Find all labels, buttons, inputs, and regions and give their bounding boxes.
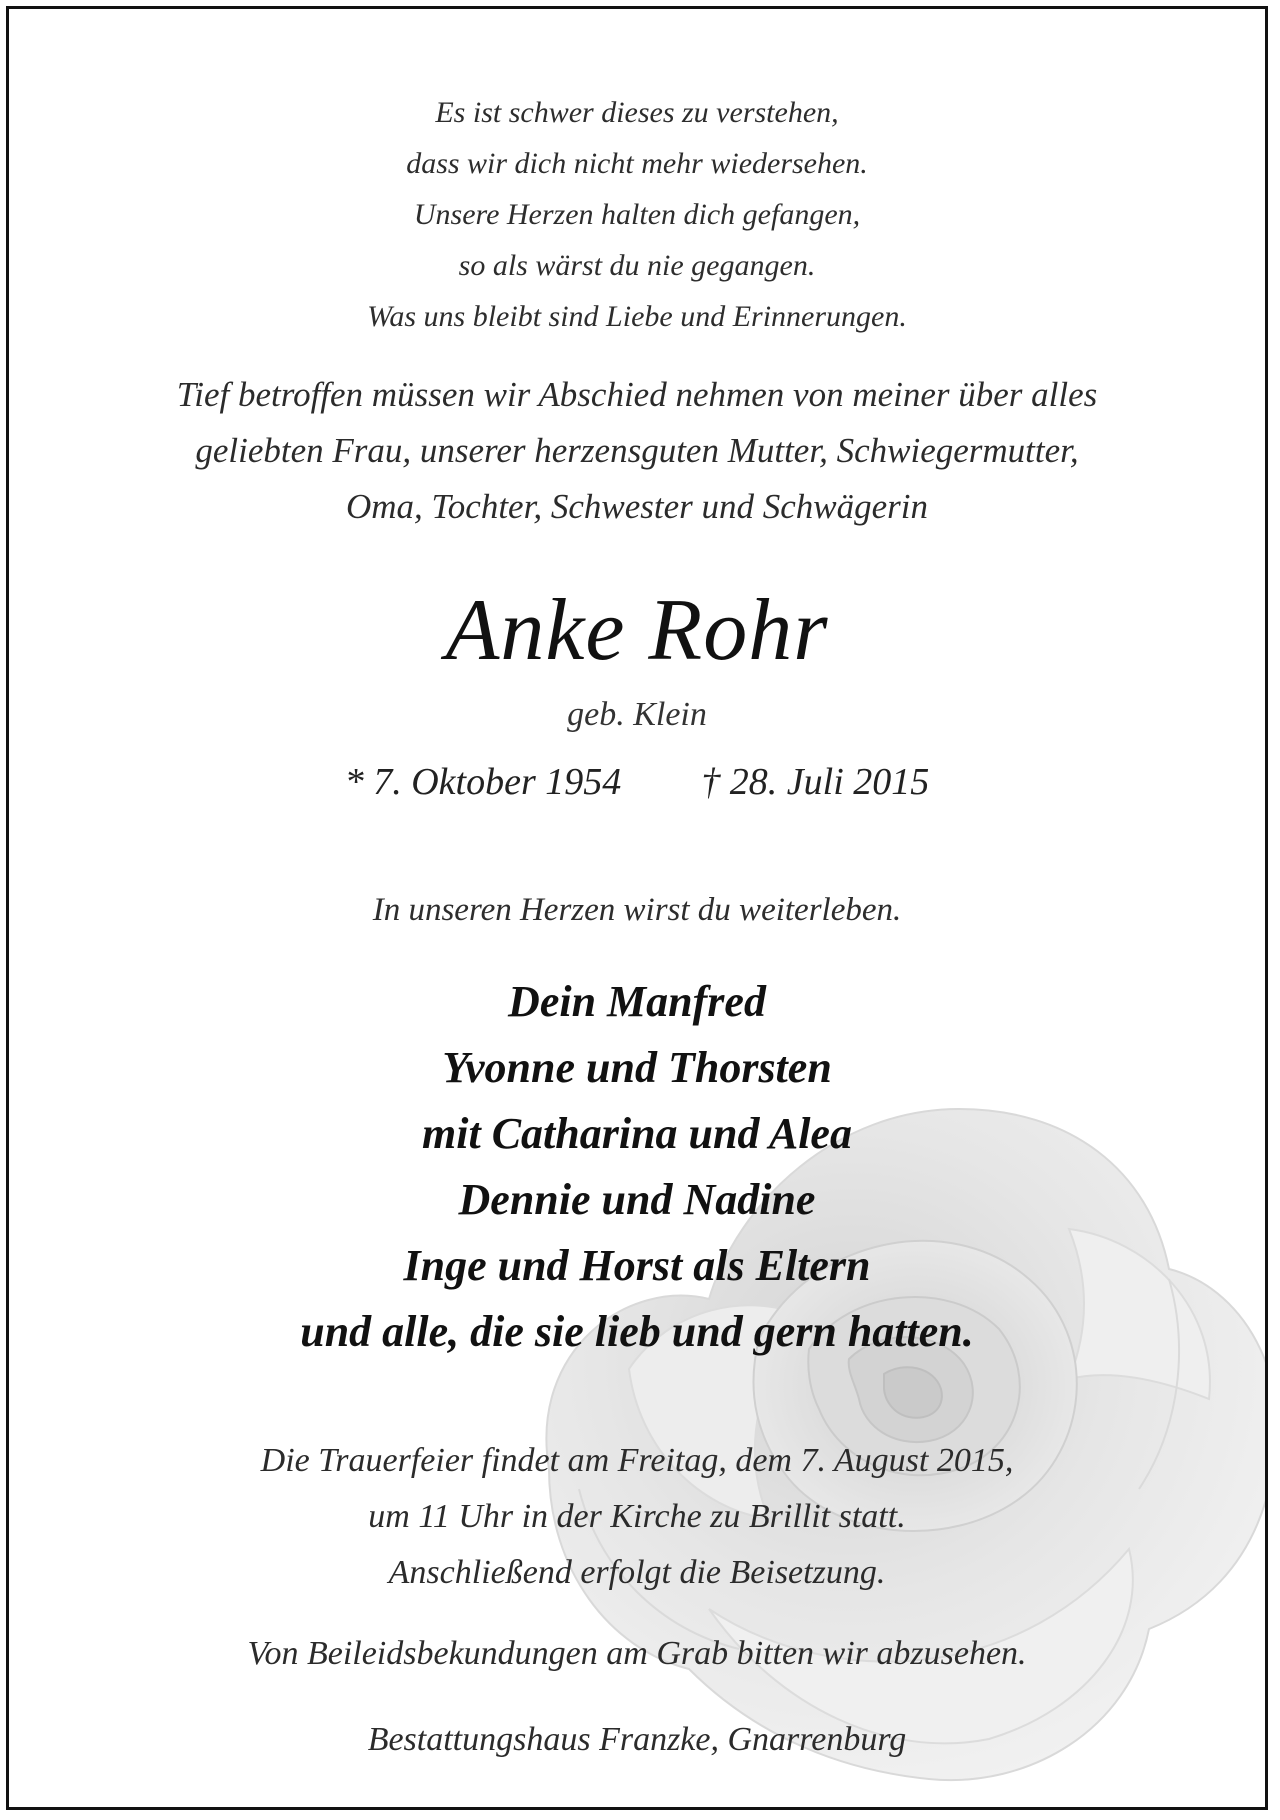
mourner-line: mit Catharina und Alea	[422, 1109, 852, 1158]
poem-line: Unsere Herzen halten dich gefangen,	[413, 198, 861, 231]
undertaker-name: Bestattungshaus Franzke, Gnarrenburg	[367, 1721, 907, 1758]
poem	[9, 87, 1265, 342]
poem-line: so als wärst du nie gegangen.	[458, 249, 816, 282]
poem-line: Es ist schwer dieses zu verstehen,	[435, 96, 839, 129]
intro-line: Oma, Tochter, Schwester und Schwägerin	[345, 487, 928, 526]
service-line: Die Trauerfeier findet am Freitag, dem 7. August 2015,	[260, 1442, 1014, 1479]
poem-line: Was uns bleibt sind Liebe und Erinnerungen.	[367, 300, 907, 333]
intro-text	[9, 367, 1265, 535]
closing-line: In unseren Herzen wirst du weiterleben.	[372, 892, 902, 928]
birth-date: * 7. Oktober 1954	[344, 761, 622, 803]
intro-line: Tief betroffen müssen wir Abschied nehmen von meiner über alles	[176, 375, 1098, 414]
mourner-line: Yvonne und Thorsten	[442, 1043, 832, 1092]
poem-line: dass wir dich nicht mehr wiedersehen.	[406, 147, 868, 180]
service-line: Anschließend erfolgt die Beisetzung.	[388, 1554, 886, 1591]
maiden-name: geb. Klein	[567, 696, 707, 733]
service-line: um 11 Uhr in der Kirche zu Brillit statt.	[368, 1498, 906, 1535]
mourners-list	[9, 969, 1265, 1365]
mourner-line: Dein Manfred	[508, 977, 766, 1026]
mourner-line: Inge und Horst als Eltern	[403, 1241, 871, 1290]
death-date: † 28. Juli 2015	[701, 761, 930, 803]
intro-line: geliebten Frau, unserer herzensguten Mutter, Schwiegermutter,	[195, 431, 1079, 470]
funeral-service-info	[9, 1433, 1265, 1601]
mourner-line: und alle, die sie lieb und gern hatten.	[300, 1307, 974, 1356]
life-dates	[9, 757, 1265, 807]
deceased-name: Anke Rohr	[445, 582, 829, 679]
obituary-frame	[6, 6, 1268, 1810]
condolence-note: Von Beileidsbekundungen am Grab bitten wir abzusehen.	[247, 1635, 1027, 1672]
mourner-line: Dennie und Nadine	[458, 1175, 816, 1224]
